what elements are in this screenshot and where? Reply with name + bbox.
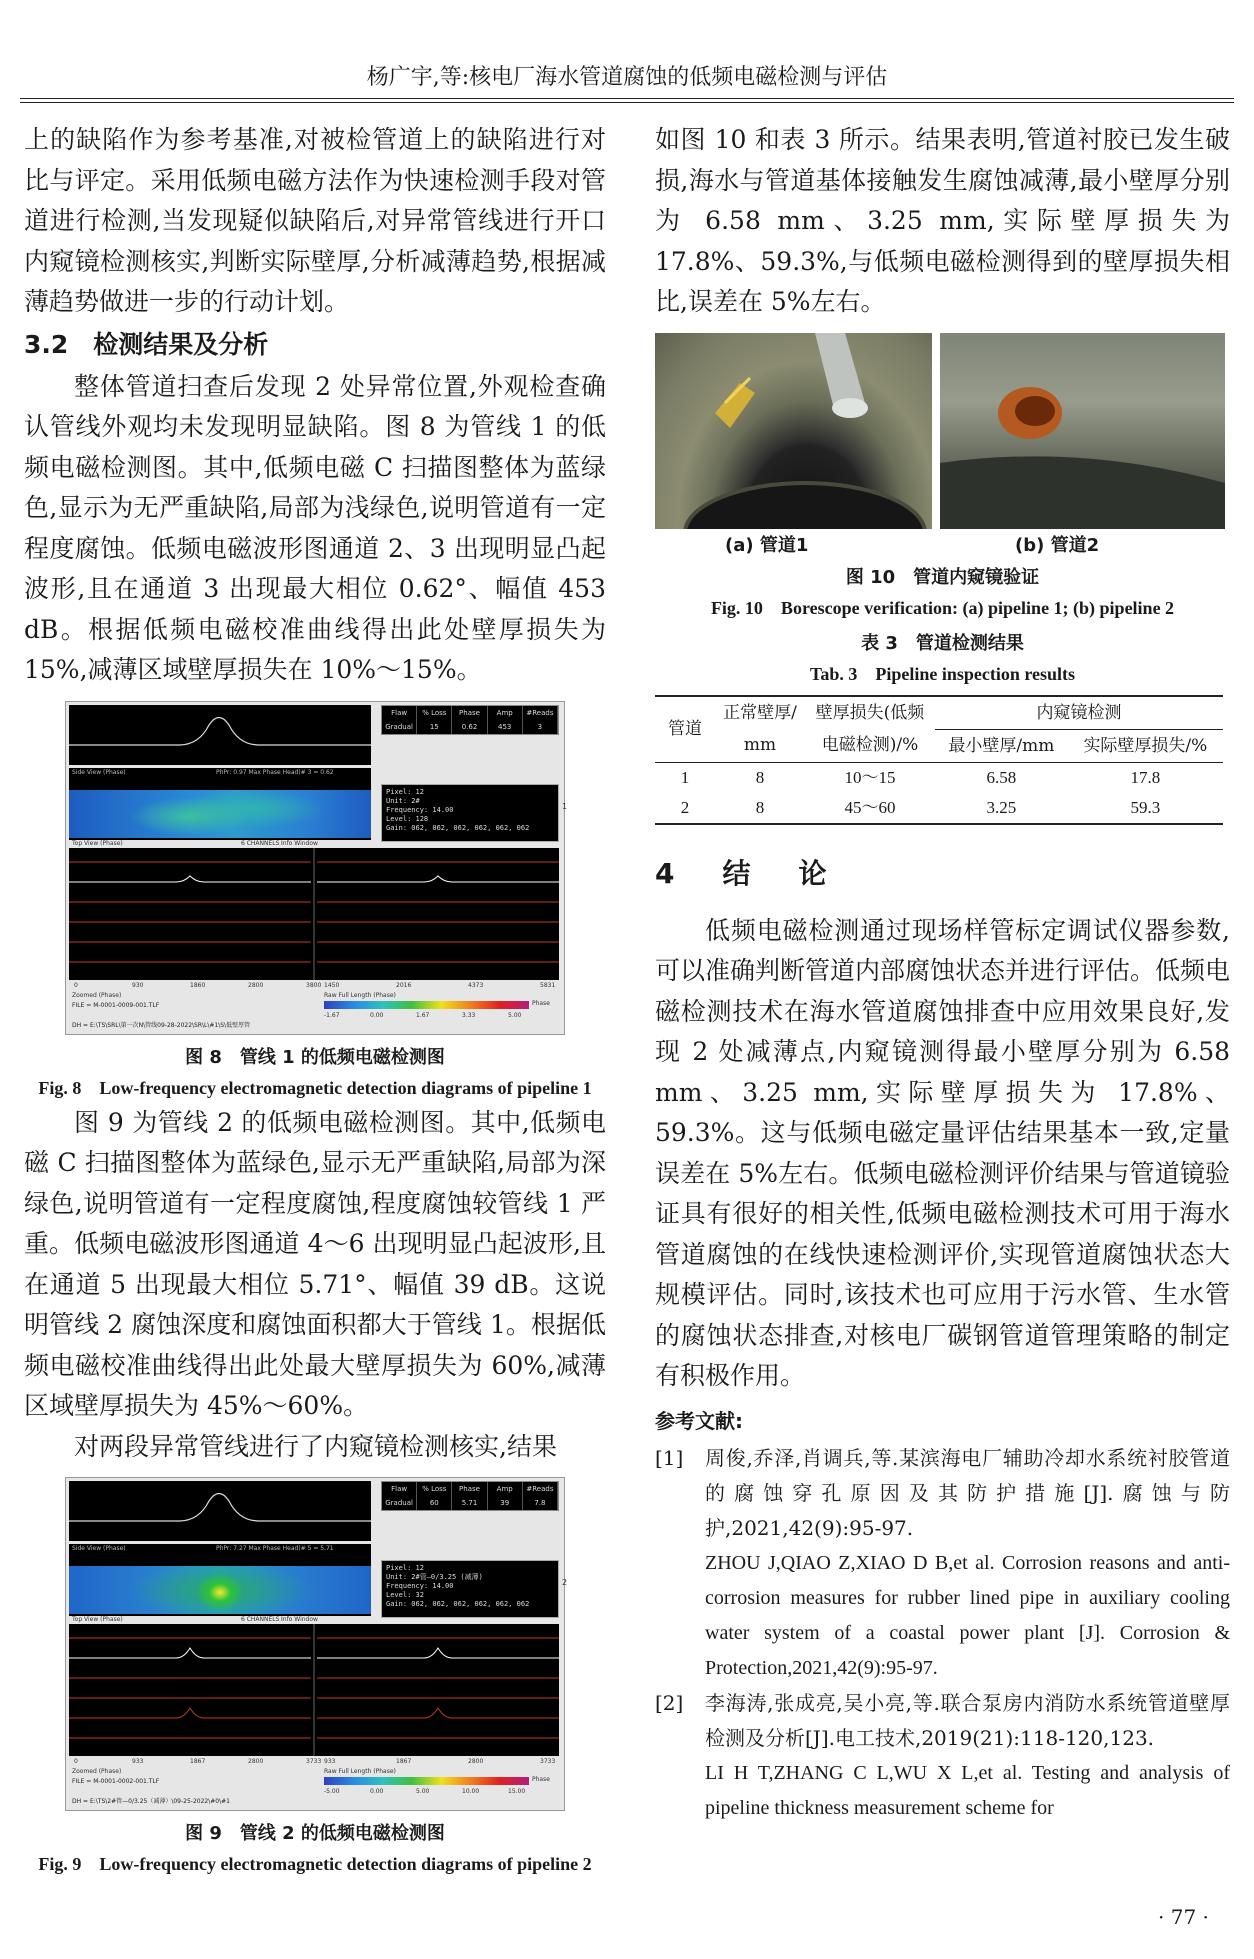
paragraph-borescope: 如图 10 和表 3 所示。结果表明,管道衬胶已发生破损,海水与管道基体接触发生腐蚀减薄,最小壁厚分别为 6.58 mm、3.25 mm,实际壁厚损失为 17.8%、59.3%,与低频电磁检测得到的壁厚损失相比,误差在 5%左右。 (655, 125, 1230, 316)
flaw-table-cell: % Loss (417, 1482, 452, 1496)
flaw-table-row (382, 720, 558, 734)
cell: 2 (680, 797, 690, 817)
header-rule (20, 98, 1234, 99)
th-normal-2: mm (715, 729, 805, 762)
reference-item (655, 1686, 1230, 1756)
info-line: Pixel: 12 (386, 1564, 424, 1572)
flaw-table-cell: Gradual (382, 720, 417, 734)
cell: 1 (680, 767, 690, 787)
top-waveform (69, 705, 371, 765)
info-line: Frequency: 14.00 (386, 1582, 454, 1590)
flaw-table-cell: % Loss (417, 706, 452, 720)
reference-text: ZHOU J,QIAO Z,XIAO D B,et al. Corrosion reasons and anti-corrosion measures for rubber lined pipe in auxiliary cooling water system of a coastal power plant [J]. Corrosion & Protection,2021,42(9):95-97. (705, 1551, 1230, 1679)
reference-item (655, 1756, 1230, 1826)
cell: 10～15 (844, 767, 896, 787)
x-tick-label: 2016 (396, 981, 412, 989)
raw-label: Raw Full Length (Phase) (324, 991, 396, 999)
cell: 59.3 (1130, 797, 1161, 817)
scale-tick: -1.67 (324, 1011, 340, 1019)
flaw-table-cell: Amp (488, 706, 523, 720)
flaw-table-cell: 60 (417, 1496, 452, 1510)
flaw-table-cell: 15 (417, 720, 452, 734)
info-line: Unit: 2# (386, 796, 420, 805)
flaw-table-cell: 7.8 (523, 1496, 558, 1510)
info-line: Level: 32 (386, 1591, 424, 1599)
header-rule-thin (20, 102, 1234, 103)
phase-scale-label: Phase (532, 1776, 550, 1783)
th-loss-2: 电磁检测)/% (805, 729, 935, 762)
reference-number (655, 1756, 705, 1826)
em-detection-figure-1 (65, 701, 568, 1035)
th-actual-loss: 实际壁厚损失/% (1068, 729, 1223, 762)
cell: 8 (755, 767, 765, 787)
file-path-label: FILE = M-0001-0002-001.TLF (72, 1778, 160, 1785)
photo-2-drawing (940, 333, 1225, 529)
scale-tick: 5.00 (416, 1788, 430, 1795)
figure-8-caption-en: Fig. 8 Low-frequency electromagnetic detection diagrams of pipeline 1 (38, 1077, 592, 1098)
pipeline-results-table (655, 695, 1223, 825)
x-tick-label: 5831 (540, 981, 556, 989)
info-line: Gain: 062, 062, 062, 062, 062, 062 (386, 823, 530, 832)
directory-label: DH = E:\TS\2#管—0/3.25（减薄）\09-25-2022\#0\#1 (72, 1798, 230, 1805)
page-number: · 77 · (1158, 1905, 1209, 1929)
reference-number: [1] (655, 1445, 684, 1470)
phase-head-label: PhPr: 0.97 Max Phase Head(# 3 = 0.62 (216, 768, 334, 776)
side-view-label: Side View (Phase) (72, 1545, 126, 1552)
x-tick-label: 930 (132, 981, 144, 989)
info-line: Gain: 062, 062, 062, 062, 062, 062 (386, 1600, 530, 1608)
scale-tick: -5.00 (324, 1788, 340, 1795)
flaw-table (381, 705, 559, 735)
zoomed-label: Zoomed (Phase) (72, 991, 122, 999)
channels-label: 6 CHANNELS (241, 1616, 280, 1623)
th-min-thickness: 最小壁厚/mm (935, 729, 1068, 762)
reference-number (655, 1546, 705, 1686)
borescope-photo-pipeline-1 (655, 333, 932, 529)
cell: 45～60 (844, 797, 896, 817)
th-loss-1: 壁厚损失(低频 (815, 702, 925, 723)
scale-tick: 10.00 (462, 1788, 480, 1795)
flaw-table-cell: Phase (452, 706, 487, 720)
cell: 8 (755, 797, 765, 817)
section-heading-4: 4 结 论 (655, 856, 837, 890)
em-detection-figure-2 (65, 1477, 568, 1811)
right-column (655, 120, 1230, 1826)
x-tick-label: 1450 (324, 981, 340, 989)
th-endoscope: 内窥镜检测 (935, 696, 1223, 730)
info-line: Level: 128 (386, 814, 429, 823)
photo-1-drawing (655, 333, 932, 529)
x-tick-label: 2800 (248, 1758, 264, 1765)
flaw-table-cell: 453 (488, 720, 523, 734)
scale-tick: 3.33 (462, 1011, 476, 1019)
x-tick-label: 1860 (190, 981, 206, 989)
info-window-panel (381, 1560, 559, 1618)
flaw-table-cell: 3 (523, 720, 558, 734)
reference-item (655, 1441, 1230, 1546)
info-line: Pixel: 12 (386, 787, 424, 796)
figure-9-caption-en: Fig. 9 Low-frequency electromagnetic detection diagrams of pipeline 2 (38, 1854, 592, 1874)
scale-tick: 0.00 (370, 1011, 384, 1019)
cell: 17.8 (1130, 767, 1161, 787)
info-line: Unit: 2#管—0/3.25 (减薄) (386, 1573, 483, 1581)
raw-label: Raw Full Length (Phase) (324, 1768, 396, 1775)
figure-10-caption-cn: 图 10 管道内窥镜验证 (845, 566, 1040, 588)
flaw-table-row (382, 1482, 558, 1496)
reference-text: 李海涛,张成亮,吴小亮,等.联合泵房内消防水系统管道壁厚检测及分析[J].电工技术,2019(21):118-120,123. (705, 1690, 1230, 1750)
flaw-table-cell: Amp (488, 1482, 523, 1496)
left-column (24, 120, 606, 1879)
x-tick-label: 933 (324, 1758, 336, 1765)
top-waveform (69, 1481, 371, 1541)
flaw-table-cell: Flaw (382, 1482, 417, 1496)
scale-tick: 15.00 (508, 1788, 526, 1795)
flaw-table-row (382, 706, 558, 720)
c-scan-heatmap (69, 790, 371, 838)
info-glyph: 2 (562, 1578, 568, 1587)
running-header: 杨广宇,等:核电厂海水管道腐蚀的低频电磁检测与评估 (366, 65, 888, 90)
x-tick-label: 0 (74, 1758, 78, 1765)
photo-sub-labels (655, 529, 1230, 559)
scale-tick: 0.00 (370, 1788, 384, 1795)
info-window-label: Info Window (281, 1616, 318, 1623)
photo-b-label: (b) 管道2 (1015, 534, 1100, 556)
reference-item (655, 1546, 1230, 1686)
top-view-label: Top View (Phase) (72, 839, 123, 847)
flaw-table (381, 1481, 559, 1511)
paragraph-continued: 上的缺陷作为参考基准,对被检管道上的缺陷进行对比与评定。采用低频电磁方法作为快速检测手段对管道进行检测,当发现疑似缺陷后,对异常管线进行开口内窥镜检测核实,判断实际壁厚,分析减薄趋势,根据减薄趋势做进一步的行动计划。 (24, 125, 606, 316)
table-3-caption-en: Tab. 3 Pipeline inspection results (809, 663, 1076, 684)
flaw-table-cell: #Reads (523, 1482, 558, 1496)
channel-traces (69, 1624, 559, 1756)
channel-traces (69, 848, 559, 980)
borescope-photo-pipeline-2 (940, 333, 1225, 529)
figure-10-caption-en: Fig. 10 Borescope verification: (a) pipeline 1; (b) pipeline 2 (710, 597, 1175, 618)
flaw-table-cell: #Reads (523, 706, 558, 720)
table-row (655, 762, 1223, 793)
figure-9-caption-cn: 图 9 管线 2 的低频电磁检测图 (185, 1823, 445, 1844)
info-glyph: 1 (562, 801, 568, 811)
x-tick-label: 0 (74, 981, 78, 989)
top-view-label: Top View (Phase) (72, 1616, 123, 1623)
info-window-panel (381, 784, 559, 842)
file-path-label: FILE = M-0001-0009-001.TLF (72, 1001, 160, 1009)
x-tick-label: 3733 (306, 1758, 322, 1765)
table-row (655, 793, 1223, 824)
flaw-table-cell: 0.62 (452, 720, 487, 734)
cell: 6.58 (986, 767, 1017, 787)
x-tick-label: 3733 (540, 1758, 556, 1765)
borescope-photos (655, 333, 1225, 529)
flaw-table-cell: Phase (452, 1482, 487, 1496)
reference-text: 周俊,乔泽,肖调兵,等.某滨海电厂辅助冷却水系统衬胶管道的腐蚀穿孔原因及其防护措施[J].腐蚀与防护,2021,42(9):95-97. (705, 1445, 1230, 1540)
x-tick-label: 4373 (468, 981, 484, 989)
scale-tick: 5.00 (508, 1011, 522, 1019)
flaw-table-cell: Flaw (382, 706, 417, 720)
reference-number: [2] (655, 1690, 684, 1715)
x-tick-label: 2800 (248, 981, 264, 989)
flaw-table-cell: Gradual (382, 1496, 417, 1510)
zoomed-label: Zoomed (Phase) (72, 1768, 122, 1775)
photo-a-label: (a) 管道1 (725, 534, 809, 556)
x-tick-label: 933 (132, 1758, 144, 1765)
scale-tick: 1.67 (416, 1011, 430, 1019)
side-view-label: Side View (Phase) (72, 768, 126, 776)
reference-text: LI H T,ZHANG C L,WU X L,et al. Testing and analysis of pipeline thickness measurement scheme for (705, 1761, 1230, 1819)
x-tick-label: 2800 (468, 1758, 484, 1765)
section-heading-3-2: 3.2 检测结果及分析 (24, 329, 269, 359)
phase-color-scale (324, 1001, 529, 1009)
th-normal-1: 正常壁厚/ (723, 702, 797, 723)
phase-scale-label: Phase (532, 999, 550, 1007)
paragraph-results-2: 图 9 为管线 2 的低频电磁检测图。其中,低频电磁 C 扫描图整体为蓝绿色,显示无严重缺陷,局部为深绿色,说明管道有一定程度腐蚀,程度腐蚀较管线 1 严重。低频电磁波形图通道 4～6 出现明显凸起波形,且在通道 5 出现最大相位 5.71°、幅值 39 dB。这说明管线 2 腐蚀深度和腐蚀面积都大于管线 1。根据低频电磁校准曲线得出此处最大壁厚损失为 60%,减薄区域壁厚损失为 45%～60%。 (24, 1107, 606, 1420)
references-title: 参考文献: (655, 1408, 743, 1433)
directory-label: DH = E:\TS\SRL\第一次N\管线09-28-2022\SR\L\#1\S\低壁厚管 (72, 1021, 251, 1029)
c-scan-heatmap (69, 1566, 371, 1614)
info-window-label: Info Window (281, 839, 318, 847)
paragraph-results-1: 整体管道扫查后发现 2 处异常位置,外观检查确认管线外观均未发现明显缺陷。图 8 为管线 1 的低频电磁检测图。其中,低频电磁 C 扫描图整体为蓝绿色,显示为无严重缺陷,局部为浅绿色,说明管道有一定程度腐蚀。低频电磁波形图通道 2、3 出现明显凸起波形,且在通道 3 出现最大相位 0.62°、幅值 453 dB。根据低频电磁校准曲线得出此处壁厚损失为 15%,减薄区域壁厚损失在 10%～15%。 (24, 371, 606, 684)
x-tick-label: 1867 (190, 1758, 206, 1765)
flaw-table-cell: 5.71 (452, 1496, 487, 1510)
phase-color-scale (324, 1777, 529, 1785)
paragraph-results-3: 对两段异常管线进行了内窥镜检测核实,结果 (74, 1431, 557, 1461)
x-tick-label: 3800 (306, 981, 322, 989)
flaw-table-cell: 39 (488, 1496, 523, 1510)
th-pipe: 管道 (655, 696, 715, 763)
cell: 3.25 (986, 797, 1017, 817)
figure-8-caption-cn: 图 8 管线 1 的低频电磁检测图 (185, 1046, 445, 1068)
x-tick-label: 1867 (396, 1758, 412, 1765)
table-3-caption-cn: 表 3 管道检测结果 (861, 632, 1024, 654)
info-line: Frequency: 14.00 (386, 805, 454, 814)
phase-head-label: PhPr: 7.27 Max Phase Head(# 5 = 5.71 (216, 1545, 334, 1552)
channels-label: 6 CHANNELS (241, 839, 280, 847)
paragraph-conclusion: 低频电磁检测通过现场样管标定调试仪器参数,可以准确判断管道内部腐蚀状态并进行评估。低频电磁检测技术在海水管道腐蚀排查中应用效果良好,发现 2 处减薄点,内窥镜测得最小壁厚分别为 6.58 mm、3.25 mm,实际壁厚损失为 17.8%、59.3%。这与低频电磁定量评估结果基本一致,定量误差在 5%左右。低频电磁检测评价结果与管道镜验证具有很好的相关性,低频电磁检测技术可用于海水管道腐蚀的在线快速检测评价,实现管道腐蚀状态大规模评估。同时,该技术也可应用于污水管、生水管的腐蚀状态排查,对核电厂碳钢管道管理策略的制定有积极作用。 (655, 915, 1231, 1390)
flaw-table-row (382, 1496, 558, 1510)
